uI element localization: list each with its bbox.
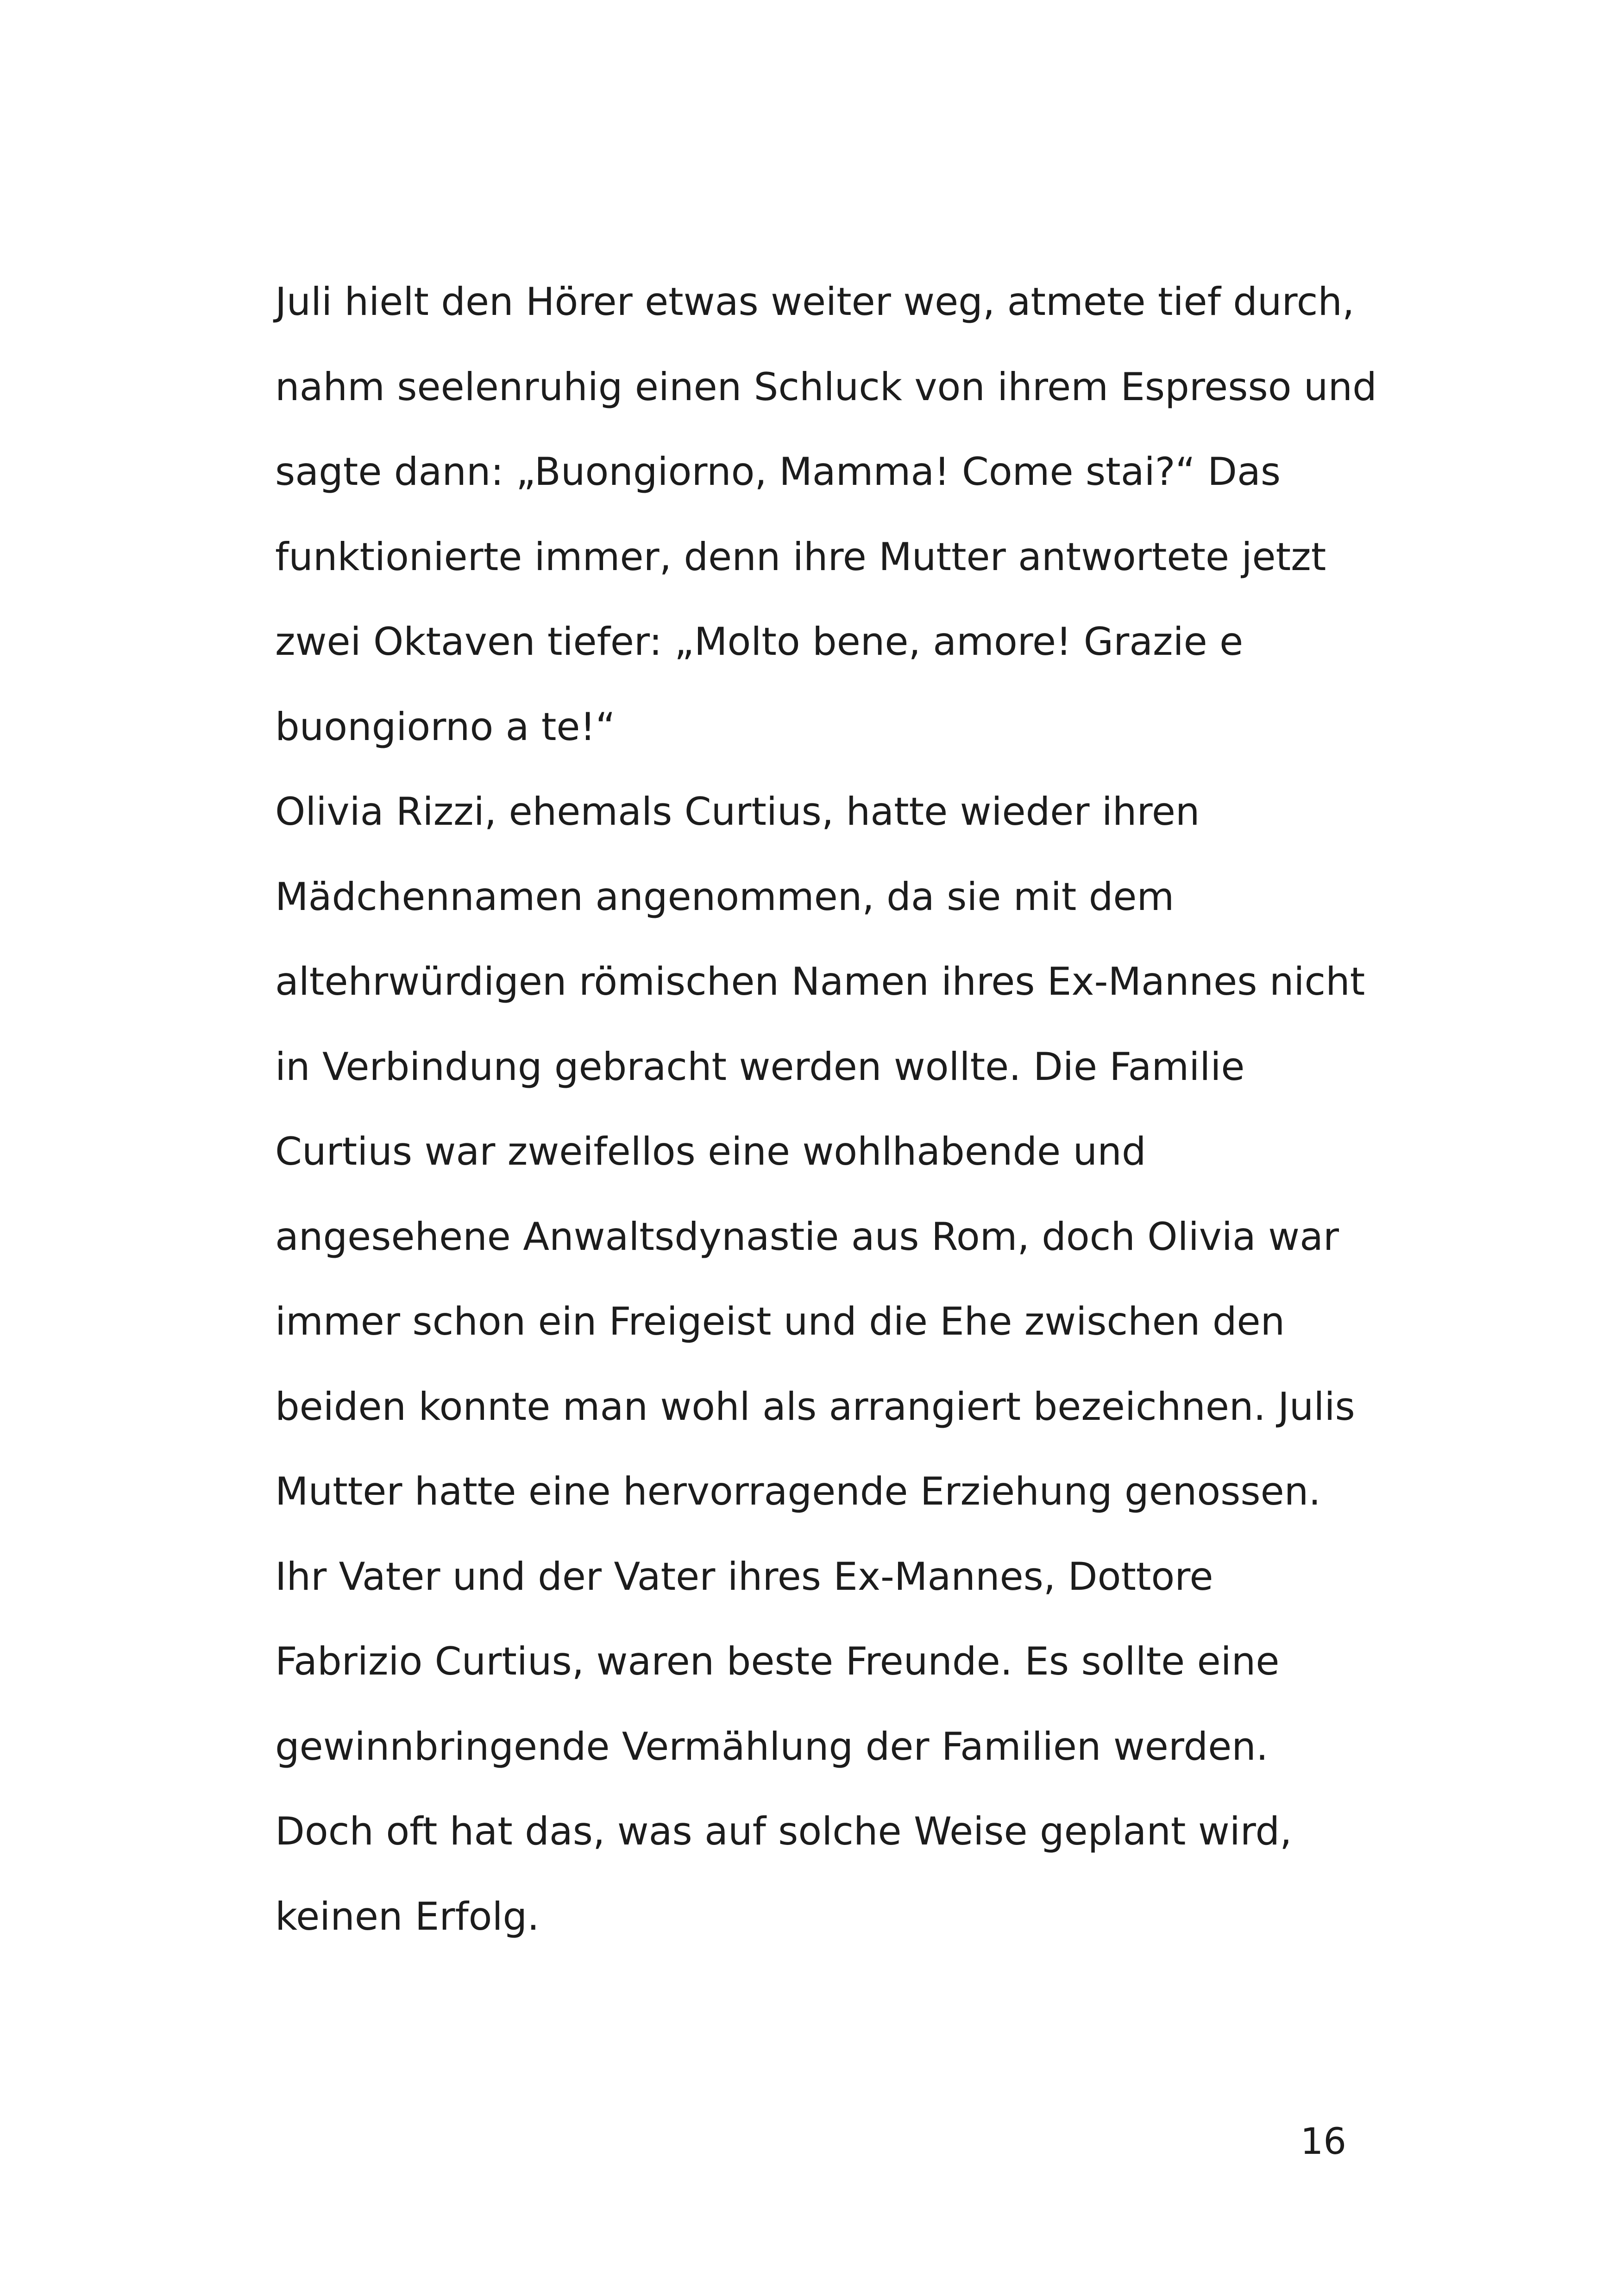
- text-line: angesehene Anwaltsdynastie aus Rom, doch Olivia war: [275, 1214, 1339, 1259]
- text-line: Doch oft hat das, was auf solche Weise geplant wird,: [275, 1809, 1292, 1854]
- text-line: Mutter hatte eine hervorragende Erziehung genossen.: [275, 1469, 1321, 1514]
- body-text: [275, 259, 1387, 1959]
- text-line: keinen Erfolg.: [275, 1894, 540, 1939]
- text-line: funktionierte immer, denn ihre Mutter antwortete jetzt: [275, 534, 1326, 579]
- text-line: nahm seelenruhig einen Schluck von ihrem Espresso und: [275, 364, 1377, 409]
- text-line: beiden konnte man wohl als arrangiert bezeichnen. Julis: [275, 1384, 1355, 1429]
- text-line: Olivia Rizzi, ehemals Curtius, hatte wieder ihren: [275, 789, 1200, 834]
- text-line: Juli hielt den Hörer etwas weiter weg, atmete tief durch,: [275, 279, 1355, 324]
- text-line: in Verbindung gebracht werden wollte. Die Familie: [275, 1044, 1245, 1089]
- text-line: buongiorno a te!“: [275, 704, 616, 749]
- text-line: gewinnbringende Vermählung der Familien werden.: [275, 1724, 1269, 1769]
- text-line: Fabrizio Curtius, waren beste Freunde. Es sollte eine: [275, 1639, 1280, 1684]
- text-line: immer schon ein Freigeist und die Ehe zwischen den: [275, 1299, 1285, 1344]
- text-line: altehrwürdigen römischen Namen ihres Ex-Mannes nicht: [275, 959, 1365, 1004]
- text-line: Curtius war zweifellos eine wohlhabende und: [275, 1129, 1146, 1174]
- text-line: Ihr Vater und der Vater ihres Ex-Mannes, Dottore: [275, 1554, 1213, 1599]
- text-line: Mädchennamen angenommen, da sie mit dem: [275, 874, 1175, 919]
- text-line: sagte dann: „Buongiorno, Mamma! Come stai?“ Das: [275, 449, 1281, 494]
- text-line: zwei Oktaven tiefer: „Molto bene, amore! Grazie e: [275, 619, 1244, 664]
- page-number: 16: [1300, 2121, 1346, 2163]
